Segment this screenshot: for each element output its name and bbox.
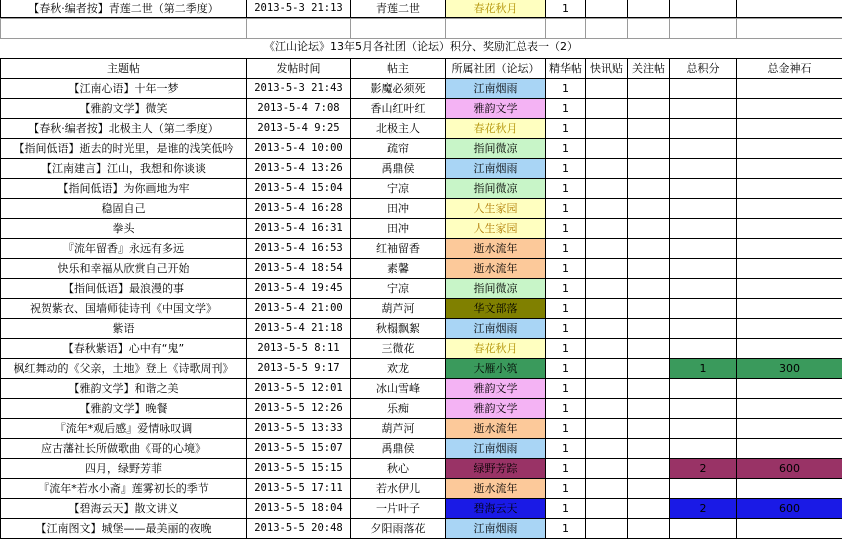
cell-author: 冰山雪峰 [351, 379, 446, 399]
cell-author: 北极主人 [351, 119, 446, 139]
table-row [1, 319, 842, 339]
cell-points [670, 259, 737, 279]
cell-points: 1 [670, 359, 737, 379]
cell-club: 指间微凉 [446, 139, 546, 159]
cell-date: 2013-5-4 15:04 [247, 179, 351, 199]
top-row-table [0, 0, 842, 18]
cell-club: 逝水流年 [446, 419, 546, 439]
table-row [1, 419, 842, 439]
cell-title: 【雅韵文学】和谐之美 [1, 379, 247, 399]
cell-guanzhu [628, 299, 670, 319]
cell-jinghua: 1 [546, 239, 586, 259]
cell-kuaixun [586, 279, 628, 299]
header-guanzhu: 关注帖 [628, 59, 670, 79]
cell-points [670, 199, 737, 219]
cell-title: 【碧海云天】散文讲义 [1, 499, 247, 519]
cell-title: 枫红舞动的《父亲，土地》登上《诗歌周刊》 [1, 359, 247, 379]
cell-points [670, 339, 737, 359]
cell-guanzhu [628, 399, 670, 419]
cell-club: 江南烟雨 [446, 519, 546, 539]
cell-jinghua: 1 [546, 319, 586, 339]
cell-date: 2013-5-5 12:01 [247, 379, 351, 399]
cell-points [670, 79, 737, 99]
cell-date: 2013-5-4 16:53 [247, 239, 351, 259]
cell-kuaixun [586, 239, 628, 259]
table-row-first [1, 0, 842, 18]
cell-jinghua: 1 [546, 159, 586, 179]
cell-author: 香山红叶红 [351, 99, 446, 119]
cell-author: 一片叶子 [351, 499, 446, 519]
cell-guanzhu [628, 499, 670, 519]
cell-guanzhu [628, 279, 670, 299]
cell-gold [737, 79, 842, 99]
cell-points [670, 279, 737, 299]
cell-jinghua: 1 [546, 199, 586, 219]
cell-title: 『流年留香』永远有多远 [1, 239, 247, 259]
cell-jinghua: 1 [546, 439, 586, 459]
cell-author: 禹鼎侯 [351, 439, 446, 459]
cell-title: 【雅韵文学】晚餐 [1, 399, 247, 419]
cell-title: 紫语 [1, 319, 247, 339]
cell-date: 2013-5-4 16:31 [247, 219, 351, 239]
header-date: 发帖时间 [247, 59, 351, 79]
header-row [1, 59, 842, 79]
cell-gold [737, 159, 842, 179]
cell-points: 2 [670, 459, 737, 479]
cell-jinghua: 1 [546, 479, 586, 499]
cell-club: 江南烟雨 [446, 159, 546, 179]
table-row [1, 79, 842, 99]
cell-gold [737, 439, 842, 459]
header-points: 总积分 [670, 59, 737, 79]
cell-points [670, 139, 737, 159]
cell-date: 2013-5-4 19:45 [247, 279, 351, 299]
cell-author: 葫芦河 [351, 299, 446, 319]
cell-points [670, 479, 737, 499]
cell-author: 若水伊儿 [351, 479, 446, 499]
cell-points: 2 [670, 499, 737, 519]
cell-points [670, 179, 737, 199]
cell-points [670, 119, 737, 139]
cell-points [670, 399, 737, 419]
cell-jinghua: 1 [546, 139, 586, 159]
cell-jinghua: 1 [546, 339, 586, 359]
cell-gold: 300 [737, 359, 842, 379]
cell-date: 2013-5-4 16:28 [247, 199, 351, 219]
cell-guanzhu [628, 459, 670, 479]
cell-author: 乐痴 [351, 399, 446, 419]
cell-title: 【江南心语】十年一梦 [1, 79, 247, 99]
table-row [1, 299, 842, 319]
cell-guanzhu [628, 219, 670, 239]
table-row [1, 99, 842, 119]
cell-gold [737, 299, 842, 319]
cell-date: 2013-5-5 13:33 [247, 419, 351, 439]
table-row [1, 379, 842, 399]
cell-kuaixun [586, 99, 628, 119]
cell-kuaixun [586, 499, 628, 519]
cell-kuaixun [586, 439, 628, 459]
cell-date: 2013-5-5 8:11 [247, 339, 351, 359]
cell-author: 秋心 [351, 459, 446, 479]
cell-gold [737, 239, 842, 259]
cell-points [670, 439, 737, 459]
cell-guanzhu [628, 79, 670, 99]
cell-date: 2013-5-5 12:26 [247, 399, 351, 419]
cell-author: 禹鼎侯 [351, 159, 446, 179]
header-kuaixun: 快讯贴 [586, 59, 628, 79]
cell-points [670, 299, 737, 319]
cell-title: 【江南建言】江山，我想和你谈谈 [1, 159, 247, 179]
table-row [1, 139, 842, 159]
cell-author: 红袖留香 [351, 239, 446, 259]
cell-points [670, 419, 737, 439]
cell-author: 三微花 [351, 339, 446, 359]
cell-kuaixun [586, 359, 628, 379]
cell-club: 指间微凉 [446, 179, 546, 199]
cell-gold [737, 199, 842, 219]
table-row [1, 519, 842, 539]
cell-gold [737, 219, 842, 239]
cell-jinghua: 1 [546, 119, 586, 139]
cell-date: 2013-5-4 9:25 [247, 119, 351, 139]
cell-title: 稳固自己 [1, 199, 247, 219]
cell-points [670, 99, 737, 119]
cell-guanzhu [628, 339, 670, 359]
cell-date: 2013-5-4 13:26 [247, 159, 351, 179]
cell-kuaixun [586, 79, 628, 99]
cell-date: 2013-5-5 18:04 [247, 499, 351, 519]
header-author: 帖主 [351, 59, 446, 79]
cell-kuaixun [586, 459, 628, 479]
cell-date: 2013-5-5 17:11 [247, 479, 351, 499]
cell-title: 『流年*观后感』爱情咏叹调 [1, 419, 247, 439]
cell-points [670, 0, 737, 18]
cell-gold [737, 339, 842, 359]
cell-author: 青莲二世 [351, 0, 446, 18]
cell-club: 春花秋月 [446, 0, 546, 18]
cell-club: 江南烟雨 [446, 439, 546, 459]
cell-guanzhu [628, 119, 670, 139]
cell-title: 【春秋紫语】心中有“鬼” [1, 339, 247, 359]
cell-club: 江南烟雨 [446, 79, 546, 99]
cell-gold [737, 99, 842, 119]
cell-club: 逝水流年 [446, 479, 546, 499]
cell-title: 『流年*若水小斋』莲雾初长的季节 [1, 479, 247, 499]
cell-title: 【指间低语】为你画地为牢 [1, 179, 247, 199]
cell-jinghua: 1 [546, 299, 586, 319]
cell-kuaixun [586, 139, 628, 159]
cell-jinghua: 1 [546, 519, 586, 539]
cell-jinghua: 1 [546, 419, 586, 439]
cell-author: 影魔必须死 [351, 79, 446, 99]
cell-jinghua: 1 [546, 459, 586, 479]
cell-kuaixun [586, 179, 628, 199]
cell-author: 田冲 [351, 219, 446, 239]
cell-gold [737, 279, 842, 299]
cell-date: 2013-5-4 18:54 [247, 259, 351, 279]
cell-kuaixun [586, 159, 628, 179]
cell-jinghua: 1 [546, 219, 586, 239]
header-title: 主题帖 [1, 59, 247, 79]
cell-club: 华文部落 [446, 299, 546, 319]
table-row [1, 179, 842, 199]
cell-guanzhu [628, 319, 670, 339]
cell-jinghua: 1 [546, 0, 586, 18]
table-row [1, 439, 842, 459]
cell-points [670, 159, 737, 179]
cell-title: 【雅韵文学】微笑 [1, 99, 247, 119]
cell-title: 应古藩社长所做歌曲《哥的心境》 [1, 439, 247, 459]
cell-date: 2013-5-4 10:00 [247, 139, 351, 159]
cell-points [670, 379, 737, 399]
header-gold: 总金神石 [737, 59, 842, 79]
cell-jinghua: 1 [546, 399, 586, 419]
cell-gold [737, 0, 842, 18]
cell-points [670, 519, 737, 539]
table-caption: 《江山论坛》13年5月各社团（论坛）积分、奖励汇总表一（2） [264, 40, 578, 53]
cell-author: 欢龙 [351, 359, 446, 379]
cell-date: 2013-5-4 21:18 [247, 319, 351, 339]
cell-date: 2013-5-3 21:13 [247, 0, 351, 18]
cell-title: 快乐和幸福从欣赏自己开始 [1, 259, 247, 279]
cell-date: 2013-5-5 15:15 [247, 459, 351, 479]
cell-kuaixun [586, 319, 628, 339]
cell-jinghua: 1 [546, 379, 586, 399]
table-row [1, 479, 842, 499]
cell-title: 祝贺紫衣、国墙师徒诗刊《中国文学》 [1, 299, 247, 319]
cell-club: 大雁小筑 [446, 359, 546, 379]
cell-club: 碧海云天 [446, 499, 546, 519]
cell-club: 江南烟雨 [446, 319, 546, 339]
cell-points [670, 219, 737, 239]
table-row [1, 219, 842, 239]
cell-author: 秋榻飘絮 [351, 319, 446, 339]
cell-gold: 600 [737, 459, 842, 479]
cell-kuaixun [586, 419, 628, 439]
table-row [1, 199, 842, 219]
cell-gold [737, 319, 842, 339]
cell-title: 拳头 [1, 219, 247, 239]
cell-guanzhu [628, 159, 670, 179]
cell-kuaixun [586, 219, 628, 239]
main-table [0, 58, 842, 539]
cell-club: 绿野芳踪 [446, 459, 546, 479]
cell-club: 雅韵文学 [446, 379, 546, 399]
cell-club: 逝水流年 [446, 259, 546, 279]
cell-author: 疏帘 [351, 139, 446, 159]
table-row [1, 259, 842, 279]
cell-guanzhu [628, 259, 670, 279]
cell-kuaixun [586, 399, 628, 419]
table-row [1, 399, 842, 419]
cell-author: 素馨 [351, 259, 446, 279]
cell-kuaixun [586, 299, 628, 319]
table-row [1, 459, 842, 479]
cell-date: 2013-5-4 7:08 [247, 99, 351, 119]
cell-kuaixun [586, 339, 628, 359]
cell-kuaixun [586, 479, 628, 499]
cell-guanzhu [628, 419, 670, 439]
cell-gold [737, 519, 842, 539]
cell-club: 人生家园 [446, 219, 546, 239]
cell-guanzhu [628, 439, 670, 459]
cell-date: 2013-5-4 21:00 [247, 299, 351, 319]
cell-jinghua: 1 [546, 179, 586, 199]
cell-guanzhu [628, 519, 670, 539]
cell-guanzhu [628, 0, 670, 18]
cell-gold [737, 399, 842, 419]
cell-gold [737, 119, 842, 139]
table-row [1, 119, 842, 139]
cell-kuaixun [586, 199, 628, 219]
cell-kuaixun [586, 259, 628, 279]
cell-kuaixun [586, 519, 628, 539]
cell-points [670, 239, 737, 259]
cell-gold [737, 419, 842, 439]
cell-author: 宁凉 [351, 179, 446, 199]
cell-guanzhu [628, 139, 670, 159]
cell-jinghua: 1 [546, 359, 586, 379]
cell-author: 葫芦河 [351, 419, 446, 439]
cell-title: 【指间低语】最浪漫的事 [1, 279, 247, 299]
cell-club: 雅韵文学 [446, 99, 546, 119]
cell-title: 四月，绿野芳菲 [1, 459, 247, 479]
header-club: 所属社团（论坛） [446, 59, 546, 79]
cell-guanzhu [628, 239, 670, 259]
cell-title: 【春秋·编者按】青莲二世（第二季度） [1, 0, 247, 18]
cell-club: 逝水流年 [446, 239, 546, 259]
cell-gold [737, 139, 842, 159]
table-row [1, 499, 842, 519]
header-jinghua: 精华帖 [546, 59, 586, 79]
cell-gold [737, 259, 842, 279]
cell-gold: 600 [737, 499, 842, 519]
cell-jinghua: 1 [546, 79, 586, 99]
table-row [1, 279, 842, 299]
cell-kuaixun [586, 119, 628, 139]
cell-guanzhu [628, 179, 670, 199]
cell-jinghua: 1 [546, 259, 586, 279]
cell-points [670, 319, 737, 339]
cell-club: 春花秋月 [446, 339, 546, 359]
cell-title: 【指间低语】逝去的时光里，是谁的浅笑低吟 [1, 139, 247, 159]
cell-guanzhu [628, 379, 670, 399]
cell-guanzhu [628, 359, 670, 379]
cell-author: 田冲 [351, 199, 446, 219]
cell-kuaixun [586, 379, 628, 399]
cell-date: 2013-5-5 9:17 [247, 359, 351, 379]
cell-club: 人生家园 [446, 199, 546, 219]
cell-author: 夕阳雨落花 [351, 519, 446, 539]
cell-date: 2013-5-3 21:43 [247, 79, 351, 99]
cell-guanzhu [628, 99, 670, 119]
cell-title: 【江南图文】城堡——最美丽的夜晚 [1, 519, 247, 539]
cell-gold [737, 479, 842, 499]
cell-jinghua: 1 [546, 499, 586, 519]
table-row [1, 359, 842, 379]
cell-gold [737, 379, 842, 399]
cell-guanzhu [628, 199, 670, 219]
cell-kuaixun [586, 0, 628, 18]
table-row [1, 339, 842, 359]
cell-gold [737, 179, 842, 199]
cell-club: 春花秋月 [446, 119, 546, 139]
cell-title: 【春秋·编者按】北极主人（第二季度） [1, 119, 247, 139]
cell-author: 宁凉 [351, 279, 446, 299]
cell-jinghua: 1 [546, 279, 586, 299]
cell-club: 指间微凉 [446, 279, 546, 299]
cell-jinghua: 1 [546, 99, 586, 119]
cell-guanzhu [628, 479, 670, 499]
cell-club: 雅韵文学 [446, 399, 546, 419]
cell-date: 2013-5-5 20:48 [247, 519, 351, 539]
table-row [1, 159, 842, 179]
cell-date: 2013-5-5 15:07 [247, 439, 351, 459]
table-row [1, 239, 842, 259]
